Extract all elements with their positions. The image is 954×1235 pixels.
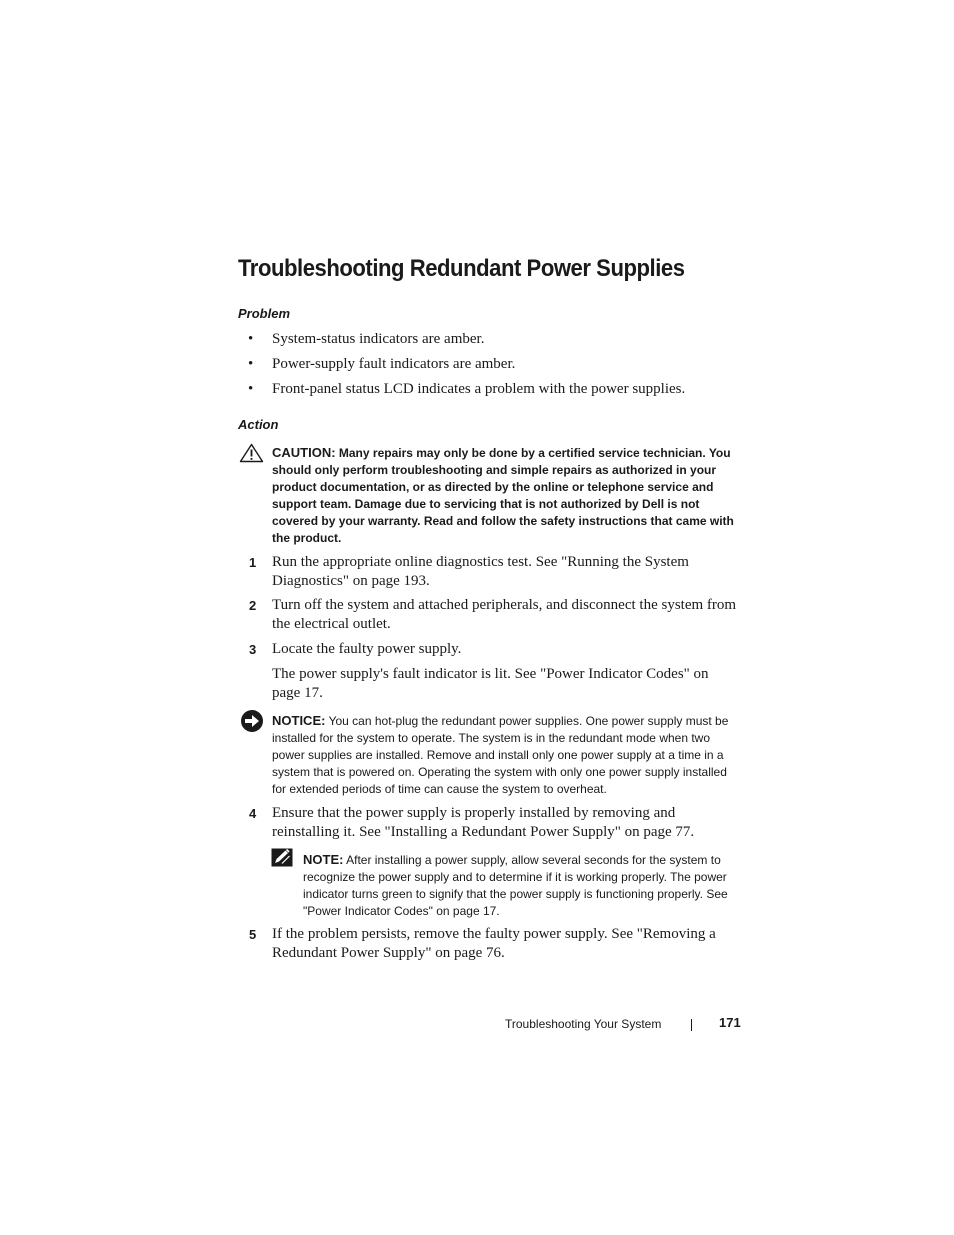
- step-text: If the problem persists, remove the faulty power supply. See "Removing a Redundant Power Supply" on page 76.: [272, 926, 716, 961]
- step-text: Turn off the system and attached peripherals, and disconnect the system from the electrical outlet.: [272, 597, 737, 632]
- bullet-icon: •: [248, 356, 254, 372]
- caution-callout: [272, 444, 740, 547]
- step-text: Run the appropriate online diagnostics test. See "Running the System Diagnostics" on page 193.: [272, 554, 689, 589]
- page-title: Troubleshooting Redundant Power Supplies: [238, 255, 685, 282]
- note-icon: [271, 848, 293, 867]
- step-text: Ensure that the power supply is properly installed by removing and reinstalling it. See "Installing a Redundant Power Supply" on page 77.: [272, 805, 695, 840]
- footer-section: Troubleshooting Your System: [505, 1017, 662, 1031]
- list-item: System-status indicators are amber.: [272, 331, 485, 347]
- bullet-icon: •: [248, 381, 254, 397]
- note-callout: [303, 851, 740, 920]
- caution-text: Many repairs may only be done by a certified service technician. You should only perform troubleshooting and simple repairs as authorized in your product documentation, or as directed by the online or telephone service and support team. Damage due to servicing that is not authorized by Dell is not covered by your warranty. Read and follow the safety instructions that came with the product.: [272, 446, 734, 545]
- list-item: Power-supply fault indicators are amber.: [272, 356, 516, 372]
- bullet-icon: •: [248, 331, 254, 347]
- notice-text: You can hot-plug the redundant power supplies. One power supply must be installed for the system to operate. The system is in the redundant mode when two power supplies are installed. Remove and install only one power supply at a time in a system that is powered on. Operating the system with only one power supply installed for extended periods of time can cause the system to overheat.: [272, 714, 729, 796]
- step-detail: The power supply's fault indicator is lit. See "Power Indicator Codes" on page 17.: [272, 666, 709, 701]
- step-number: 2: [249, 598, 257, 613]
- problem-heading: Problem: [238, 306, 291, 321]
- note-label: NOTE:: [303, 852, 344, 867]
- notice-label: NOTICE:: [272, 713, 326, 728]
- caution-icon: [239, 443, 264, 463]
- action-heading: Action: [238, 417, 279, 432]
- list-item: Front-panel status LCD indicates a problem with the power supplies.: [272, 381, 686, 397]
- step-number: 5: [249, 927, 257, 942]
- notice-icon: [240, 709, 264, 733]
- step-number: 1: [249, 555, 257, 570]
- page-number: 171: [719, 1015, 741, 1030]
- step-text: Locate the faulty power supply.: [272, 641, 462, 657]
- caution-label: CAUTION:: [272, 445, 336, 460]
- notice-callout: [272, 712, 740, 798]
- step-number: 4: [249, 806, 257, 821]
- footer-divider: [691, 1019, 692, 1031]
- note-text: After installing a power supply, allow several seconds for the system to recognize the power supply and to determine if it is working properly. The power indicator turns green to signify that the power supply is functioning properly. See "Power Indicator Codes" on page 17.: [303, 853, 728, 918]
- step-number: 3: [249, 642, 257, 657]
